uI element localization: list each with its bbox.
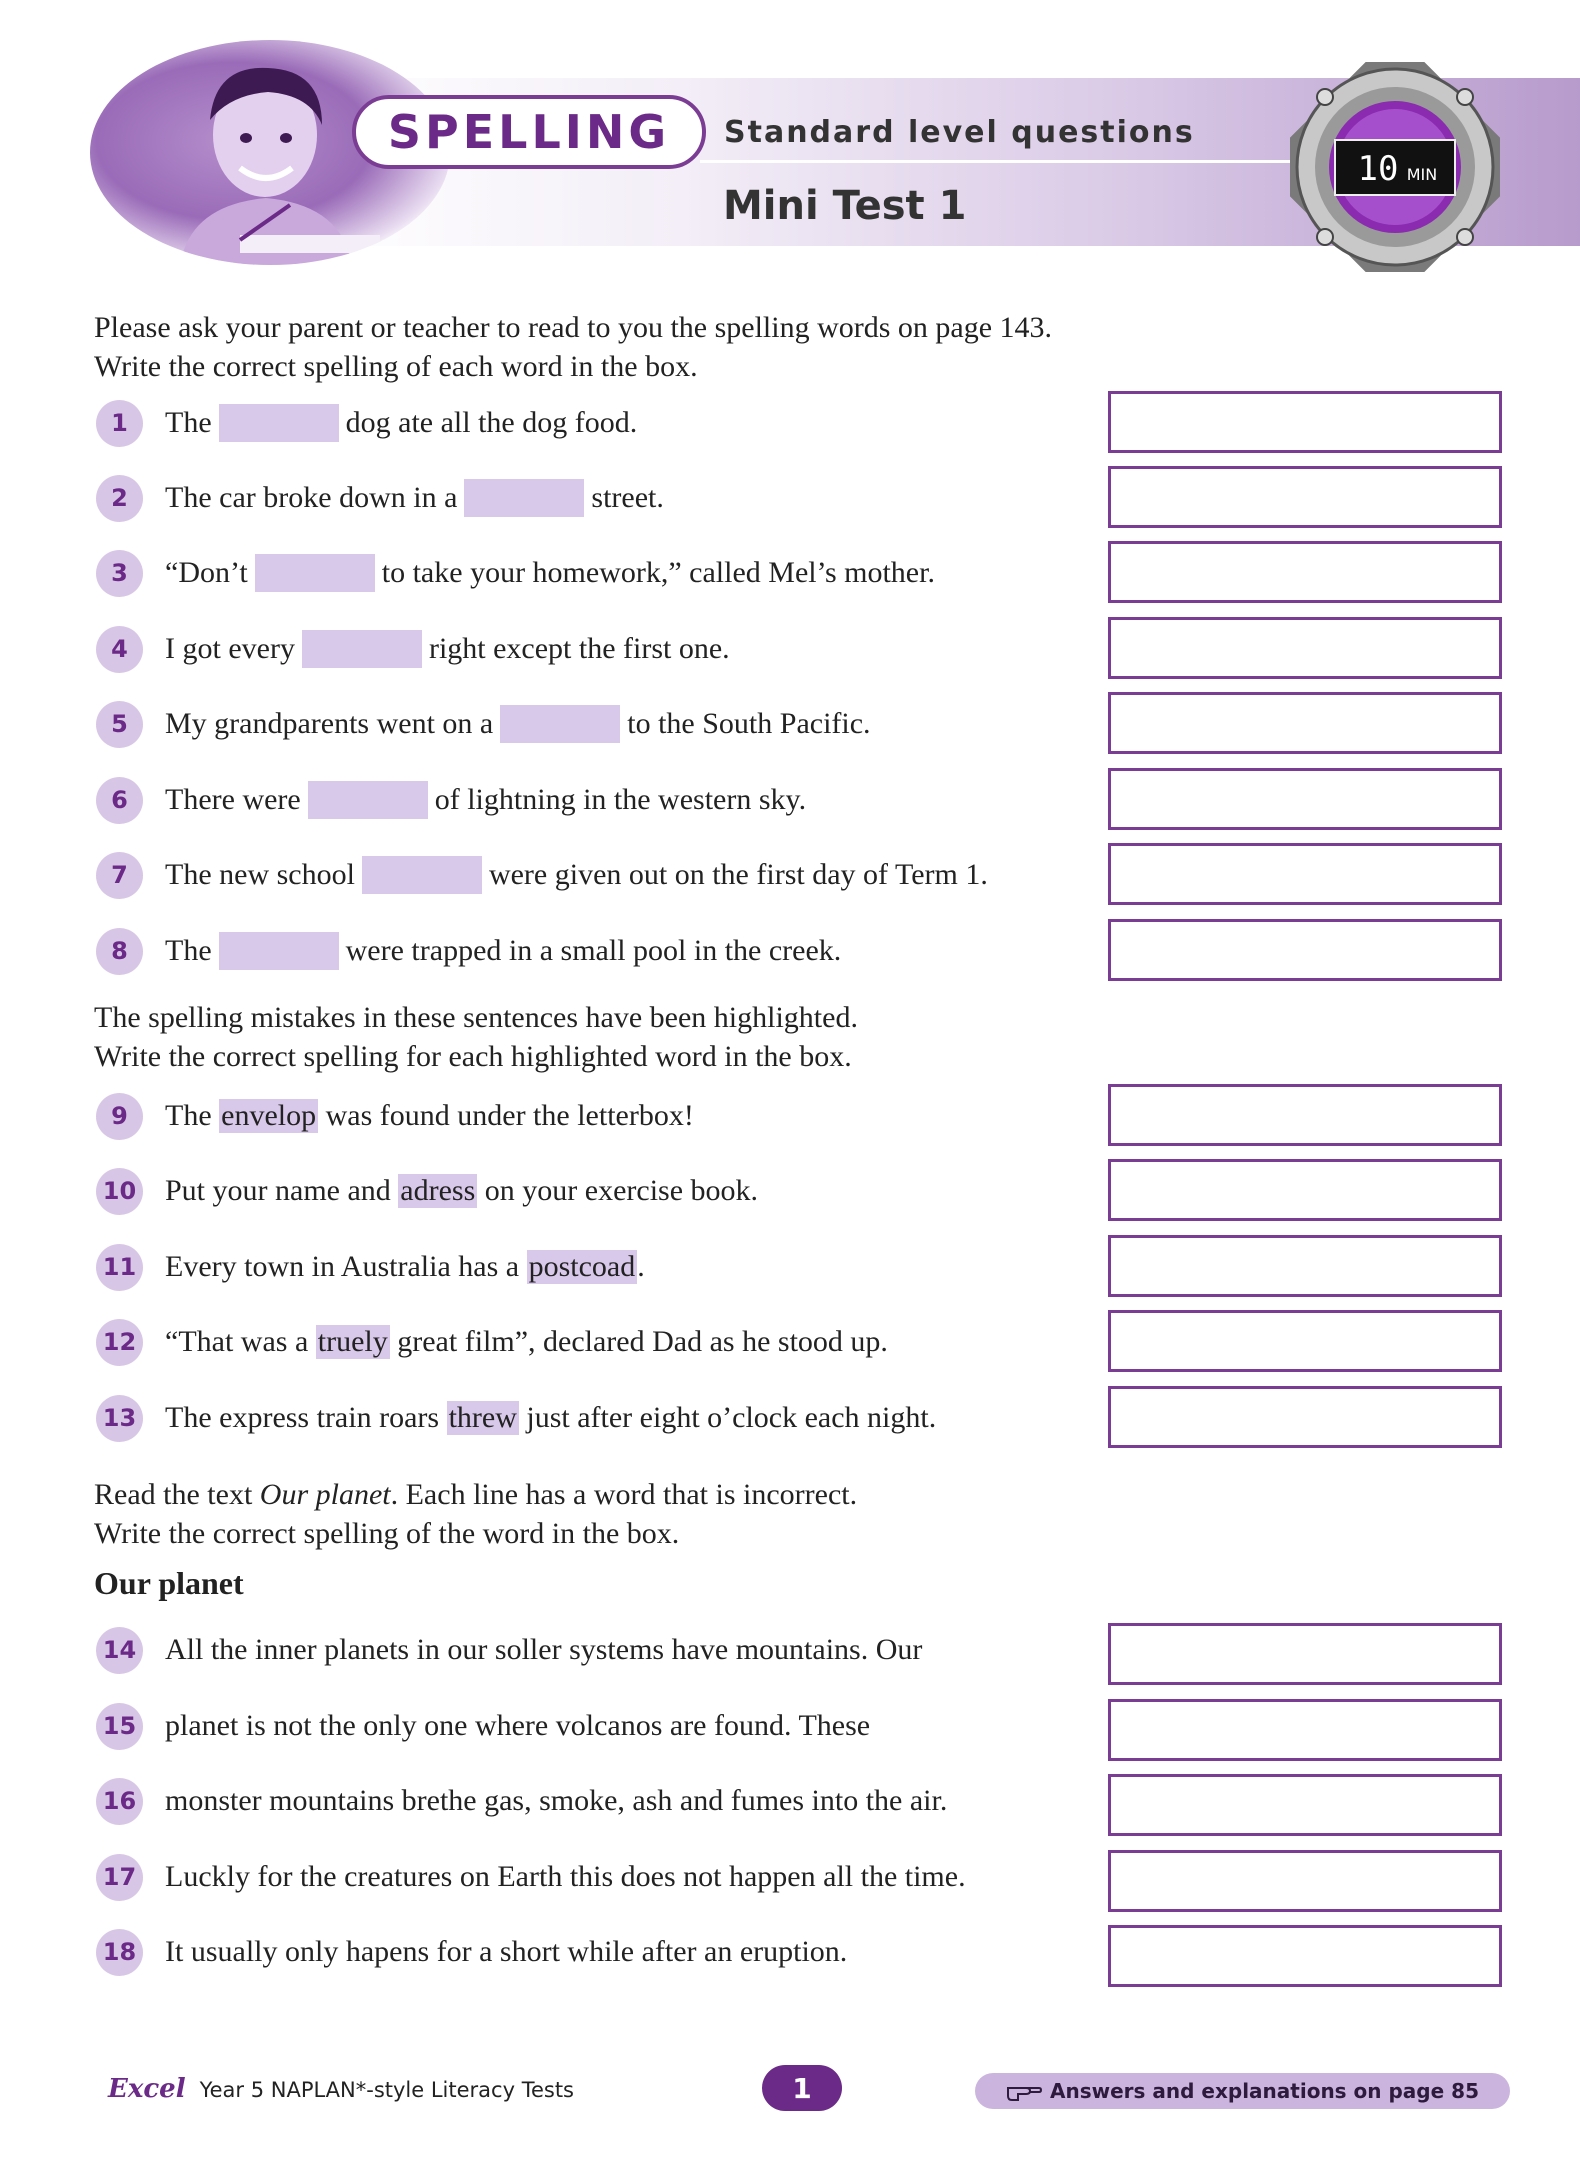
question-row	[96, 1319, 888, 1365]
question-text-after: were given out on the first day of Term 1.	[488, 858, 988, 891]
answers-note-text: Answers and explanations on page 85	[1050, 2079, 1479, 2103]
question-text-before: My grandparents went on a	[165, 707, 494, 740]
level-label: Standard level questions	[724, 115, 1195, 150]
answer-box[interactable]	[1108, 617, 1502, 679]
misspelled-word: adress	[400, 1174, 476, 1207]
question-number: 10	[96, 1168, 143, 1215]
question-number: 11	[96, 1244, 143, 1291]
timer-icon	[1290, 62, 1500, 272]
question-text-after: right except the first one.	[428, 632, 730, 665]
question-number: 15	[96, 1703, 143, 1750]
question-number: 13	[96, 1395, 143, 1442]
part3-instr-text: Read the text	[94, 1478, 260, 1511]
question-number: 6	[96, 777, 143, 824]
answer-box[interactable]	[1108, 1235, 1502, 1297]
question-number: 3	[96, 550, 143, 597]
answer-box[interactable]	[1108, 391, 1502, 453]
passage-line-text: It usually only hapens for a short while after an eruption.	[165, 1935, 848, 1968]
question-text-after: dog ate all the dog food.	[345, 406, 638, 439]
question-number: 14	[96, 1627, 143, 1674]
question-row	[96, 701, 871, 747]
question-text-before: The express train roars	[165, 1401, 447, 1434]
brand-logo: Excel	[108, 2074, 186, 2104]
passage-line-text: planet is not the only one where volcanos are found. These	[165, 1709, 871, 1742]
part3-instr-line2: Write the correct spelling of the word in the box.	[94, 1517, 680, 1550]
misspelled-word: threw	[448, 1401, 517, 1434]
question-text-before: The new school	[165, 858, 355, 891]
part1-instructions: Please ask your parent or teacher to read to you the spelling words on page 143. Write the correct spelling of each word in the box.	[94, 311, 1053, 383]
word-gap	[219, 932, 339, 970]
passage-line-text: monster mountains brethe gas, smoke, ash and fumes into the air.	[165, 1784, 948, 1817]
question-row	[96, 475, 664, 521]
question-text-before: The	[165, 934, 212, 967]
answer-box[interactable]	[1108, 1623, 1502, 1685]
answer-box[interactable]	[1108, 1774, 1502, 1836]
answer-box[interactable]	[1108, 843, 1502, 905]
answer-box[interactable]	[1108, 1084, 1502, 1146]
question-number: 16	[96, 1778, 143, 1825]
question-row	[96, 852, 988, 898]
question-text-before: The	[165, 1099, 220, 1132]
passage-line	[96, 1929, 847, 1975]
passage-line	[96, 1703, 870, 1749]
question-number: 5	[96, 701, 143, 748]
question-number: 7	[96, 852, 143, 899]
question-text-after: just after eight o’clock each night.	[518, 1401, 937, 1434]
question-row	[96, 1395, 936, 1441]
question-text-before: There were	[165, 783, 301, 816]
answer-box[interactable]	[1108, 466, 1502, 528]
question-number: 4	[96, 626, 143, 673]
answer-box[interactable]	[1108, 1699, 1502, 1761]
question-text-after: on your exercise book.	[477, 1174, 759, 1207]
word-gap	[219, 404, 339, 442]
question-text-before: Every town in Australia has a	[165, 1250, 527, 1283]
question-text-after: were trapped in a small pool in the creek.	[345, 934, 842, 967]
answer-box[interactable]	[1108, 768, 1502, 830]
word-gap	[302, 630, 422, 668]
question-text-before: “That was a	[165, 1325, 316, 1358]
series-title: Year 5 NAPLAN*-style Literacy Tests	[199, 2078, 574, 2102]
footer-brand	[108, 2074, 574, 2104]
question-text-after: to the South Pacific.	[627, 707, 871, 740]
question-row	[96, 928, 841, 974]
page-number: 1	[762, 2065, 842, 2111]
passage-line	[96, 1854, 966, 1900]
question-number: 9	[96, 1093, 143, 1140]
word-gap	[362, 856, 482, 894]
part3-instr-title: Our planet	[259, 1478, 391, 1511]
question-row	[96, 400, 637, 446]
question-row	[96, 1168, 758, 1214]
part3-instr-text-end: . Each line has a word that is incorrect.	[390, 1478, 858, 1511]
word-gap	[308, 781, 428, 819]
answer-box[interactable]	[1108, 1925, 1502, 1987]
question-number: 8	[96, 928, 143, 975]
question-number: 18	[96, 1929, 143, 1976]
question-text-after: of lightning in the western sky.	[434, 783, 807, 816]
passage-title: Our planet	[94, 1565, 244, 1601]
passage-line	[96, 1627, 922, 1673]
answer-box[interactable]	[1108, 692, 1502, 754]
section-title-pill	[352, 95, 706, 169]
question-row	[96, 626, 730, 672]
question-text-after: great film”, declared Dad as he stood up.	[389, 1325, 888, 1358]
passage-line	[96, 1778, 947, 1824]
answer-box[interactable]	[1108, 919, 1502, 981]
question-row	[96, 777, 806, 823]
misspelled-word: truely	[317, 1325, 388, 1358]
word-gap	[255, 554, 375, 592]
question-text-before: The car broke down in a	[165, 481, 458, 514]
misspelled-word: envelop	[221, 1099, 317, 1132]
question-row	[96, 550, 935, 596]
misspelled-word: postcoad	[528, 1250, 636, 1283]
word-gap	[464, 479, 584, 517]
section-title: SPELLING	[387, 105, 671, 159]
question-text-after: street.	[591, 481, 664, 514]
answer-box[interactable]	[1108, 1386, 1502, 1448]
question-text-before: The	[165, 406, 212, 439]
question-row	[96, 1093, 694, 1139]
answer-box[interactable]	[1108, 541, 1502, 603]
question-number: 2	[96, 475, 143, 522]
test-title: Mini Test 1	[723, 183, 967, 229]
timer-number: 10	[1357, 149, 1399, 189]
question-text-before: Put your name and	[165, 1174, 399, 1207]
answers-note	[975, 2073, 1510, 2109]
question-text-after: .	[637, 1250, 645, 1283]
timer-unit: MIN	[1406, 165, 1438, 184]
question-number: 17	[96, 1854, 143, 1901]
question-row	[96, 1244, 645, 1290]
question-text-before: “Don’t	[165, 556, 248, 589]
answer-box[interactable]	[1108, 1310, 1502, 1372]
question-number: 12	[96, 1319, 143, 1366]
word-gap	[500, 705, 620, 743]
question-text-before: I got every	[165, 632, 295, 665]
passage-line-text: All the inner planets in our soller systems have mountains. Our	[165, 1633, 923, 1666]
question-number: 1	[96, 400, 143, 447]
part2-instructions: The spelling mistakes in these sentences have been highlighted. Write the correct spelling for each highlighted word in the box.	[94, 1001, 858, 1073]
question-text-after: to take your homework,” called Mel’s mother.	[381, 556, 935, 589]
pointing-hand-icon	[1006, 2080, 1042, 2102]
question-text-after: was found under the letterbox!	[318, 1099, 694, 1132]
answer-box[interactable]	[1108, 1159, 1502, 1221]
header-divider	[700, 160, 1350, 163]
passage-line-text: Luckly for the creatures on Earth this does not happen all the time.	[165, 1860, 966, 1893]
answer-box[interactable]	[1108, 1850, 1502, 1912]
part3-instructions	[94, 1475, 857, 1553]
